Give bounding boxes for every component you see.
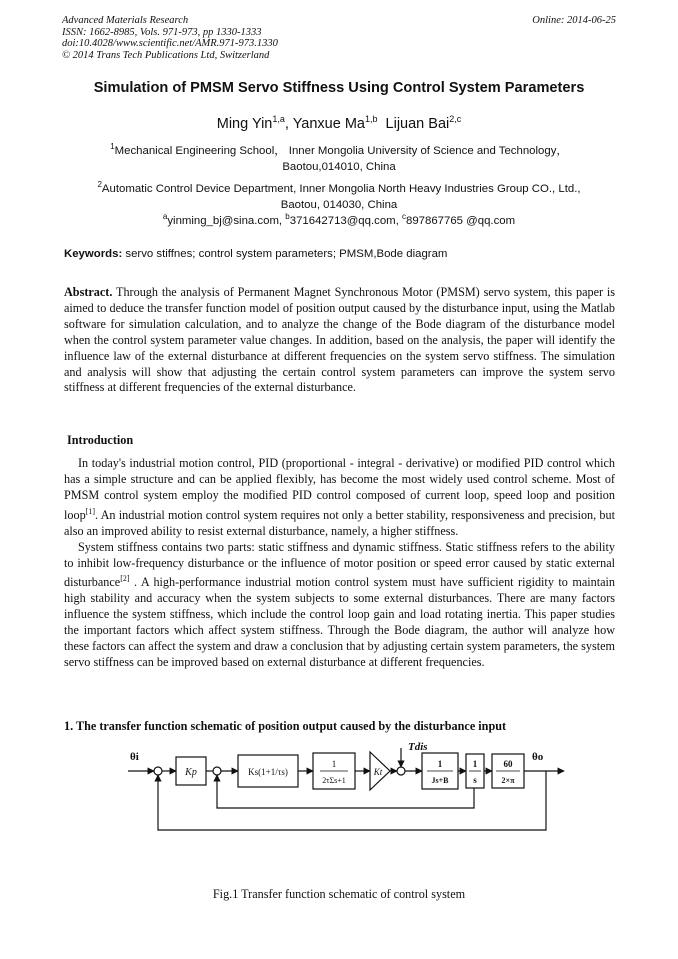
- email: 897867765 @qq.com: [406, 214, 516, 227]
- affiliation-1: [40, 139, 638, 176]
- keywords-label: Keywords:: [64, 248, 123, 260]
- pi-label: Ks(1+1/τs): [248, 767, 288, 777]
- output-label: θo: [532, 751, 544, 763]
- author-name: Lijuan Bai: [385, 115, 450, 132]
- affiliation-2: [40, 177, 638, 214]
- kp-label: Kp: [185, 767, 197, 778]
- journal-name: Advanced Materials Research: [62, 15, 189, 26]
- plant-num: 1: [437, 759, 443, 769]
- block-diagram: [128, 740, 568, 850]
- email: yinming_bj@sina.com,: [167, 214, 286, 227]
- int-num: 1: [472, 759, 478, 769]
- author-sup: 2,c: [449, 114, 462, 124]
- plant-den: Js+B: [431, 776, 449, 785]
- email-sup: c: [402, 212, 406, 221]
- abstract: [64, 285, 615, 396]
- disturbance-label: Tdis: [408, 741, 428, 753]
- online-date: Online: 2014-06-25: [532, 15, 616, 26]
- aff-line: Mechanical Engineering School， Inner Mongolia University of Science and Technology，: [114, 144, 568, 157]
- introduction-body: [64, 456, 615, 671]
- doi-line: doi:10.4028/www.scientific.net/AMR.971-973.1330: [62, 38, 278, 49]
- aff-sup: 1: [110, 142, 115, 151]
- kt-label: Kt: [373, 767, 383, 777]
- email-list: [40, 212, 638, 227]
- section-heading-1: 1. The transfer function schematic of position output caused by the disturbance input: [64, 719, 507, 733]
- sum-junction-1: [154, 767, 162, 775]
- filter-den: 2τΣs+1: [322, 776, 346, 785]
- paragraph-text: In today's industrial motion control, PID (proportional - integral - derivative) or modified PID control which has a simple structure and can be applied flexibly, has become the most widely used control scheme. Most of PMSM control system employ the modified PID control composed of current loop, speed loop and position loop: [64, 456, 615, 522]
- journal-header: [62, 15, 462, 61]
- paragraph-text: . A high-performance industrial motion control system must have sufficient rigidity to maintain high stability and accuracy when the system subjects to some external disturbances. There are many factors influence the system stiffness, which include the control loop gain and load rotating inertia. This paper studies the important factors which affect system stiffness. Through the Bode diagram, the author will analyze how these factors can affect the system and draw a conclusion that by adjusting certain system parameters, the system servo stiffness can be improved based on external disturbance at different frequencies.: [64, 575, 615, 669]
- filter-num: 1: [331, 759, 337, 769]
- author-list: Ming Yin$^{1,a}$, Yanxue Ma$^{1,b}$ Lijuan Bai$^{2,c}$: [216, 114, 462, 132]
- aff-line: Automatic Control Device Department, Inner Mongolia North Heavy Industries Group CO., Ltd.,: [101, 182, 581, 195]
- int-den: s: [473, 775, 477, 785]
- position-feedback-line: [158, 771, 546, 830]
- aff-line: Baotou, 014030, China: [280, 199, 398, 212]
- sum-junction-3: [397, 767, 405, 775]
- email-sup: a: [162, 212, 168, 221]
- email-sup: b: [285, 212, 290, 221]
- aff-sup: 2: [97, 180, 102, 189]
- input-label: θi: [130, 751, 139, 763]
- aff-line: Baotou,014010, China: [282, 161, 396, 174]
- sum-junction-2: [213, 767, 221, 775]
- paragraph-text: . An industrial motion control system requires not only a better stability, responsiveness and precision, but also an improved ability to resist external disturbance, namely, a higher stiffness.: [64, 507, 615, 538]
- conv-num: 60: [503, 759, 513, 769]
- abstract-label: Abstract.: [64, 285, 113, 299]
- author-sup: 1,a: [272, 114, 285, 124]
- section-heading-introduction: Introduction: [67, 433, 134, 447]
- paragraph: [64, 456, 615, 540]
- author-name: Yanxue Ma: [292, 115, 365, 132]
- conv-den: 2×π: [501, 776, 515, 785]
- keywords: [64, 248, 624, 260]
- copyright-line: © 2014 Trans Tech Publications Ltd, Switzerland: [62, 49, 270, 61]
- keywords-text: servo stiffnes; control system parameters; PMSM,Bode diagram: [122, 248, 448, 260]
- citation: [2]: [120, 574, 130, 584]
- email: 371642713@qq.com,: [289, 214, 402, 227]
- paragraph: [64, 540, 615, 671]
- author-name: Ming Yin: [216, 115, 273, 132]
- author-sup: 1,b: [364, 114, 378, 124]
- citation: [1]: [85, 506, 95, 516]
- figure-caption: Fig.1 Transfer function schematic of control system: [212, 887, 466, 901]
- paper-title: Simulation of PMSM Servo Stiffness Using Control System Parameters: [93, 80, 585, 96]
- paragraph-text: System stiffness contains two parts: static stiffness and dynamic stiffness. Static stiffness refers to the ability to inhibit low-frequency disturbance or the influence of motor position or speed error caused by static external disturbance: [64, 539, 615, 590]
- abstract-text: Through the analysis of Permanent Magnet Synchronous Motor (PMSM) servo system, this paper is aimed to deduce the transfer function model of position output caused by the disturbance input, using the Matlab software for simulation calculation, and to analyze the change of the Bode diagram of the disturbance model when the control system parameter value changes. In addition, based on the analysis, the paper will identify the influence law of the external disturbance at different frequencies on the system servo stiffness. The simulation and analysis will show that adjusting the certain control system parameters can improve the system servo stiffness at different frequencies of the external disturbance.: [64, 285, 615, 395]
- issn-line: ISSN: 1662-8985, Vols. 971-973, pp 1330-1333: [62, 26, 262, 38]
